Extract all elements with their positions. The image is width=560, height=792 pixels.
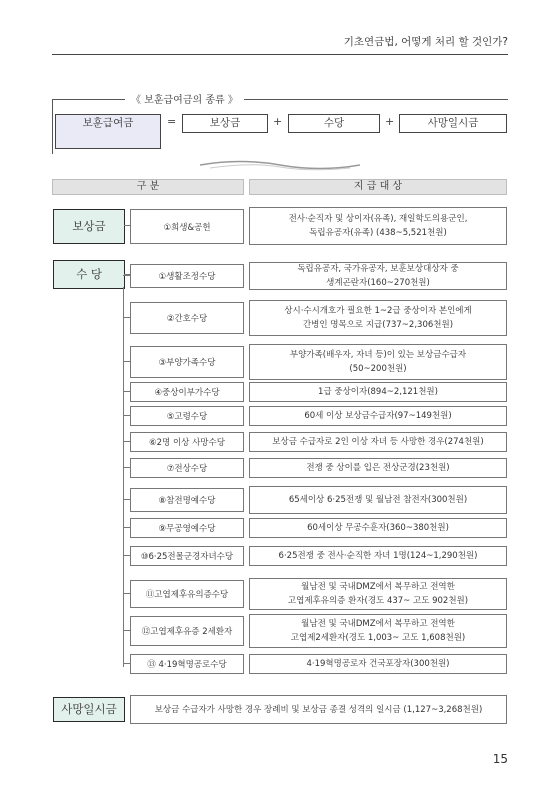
compensation-target: 전사·순직자 및 상이자(유족), 재일학도의용군인, 독립유공자(유족) (438~5,521천원): [249, 207, 507, 245]
allowance-item-name: ⑤고령수당: [130, 406, 244, 426]
col-header-category: 구 분: [52, 179, 244, 195]
allowance-item-target: 월남전 및 국내DMZ에서 복무하고 전역한 고엽제2세환자(경도 1,003~ 고도 1,608천원): [249, 614, 507, 648]
allowance-item-target: 60세 이상 보상금수급자(97~149천원): [249, 406, 507, 426]
allowance-item-name: ⑬ 4·19혁명공로수당: [130, 654, 244, 674]
plus-sign-2: +: [385, 115, 395, 128]
allowance-item-name: ⑥2명 이상 사망수당: [130, 432, 244, 452]
connector: [123, 555, 130, 556]
allowance-item-name: ④중상이부가수당: [130, 382, 244, 402]
page-number: 15: [492, 752, 508, 766]
allowance-item-name: ⑫고엽제후유증 2세환자: [130, 616, 244, 646]
header-divider: [52, 54, 508, 55]
compensation-item: ①희생&공헌: [130, 209, 244, 244]
allowance-item-target: 독립유공자, 국가유공자, 보훈보상대상자 중 생계곤란자(160~270천원): [249, 262, 507, 290]
connector: [123, 415, 130, 416]
allowance-item-name: ①생활조정수당: [130, 264, 244, 288]
connector: [123, 275, 130, 276]
allowance-item-name: ②간호수당: [130, 302, 244, 334]
formula-term-death: 사망일시금: [399, 114, 507, 133]
allowance-tree-line: [123, 287, 124, 667]
connector: [123, 527, 130, 528]
death-target: 보상금 수급자가 사망한 경우 장례비 및 보상금 종결 성격의 일시금 (1,127~3,268천원): [130, 695, 507, 724]
connector: [123, 317, 130, 318]
allowance-item-target: 65세이상 6·25전쟁 및 월남전 참전자(300천원): [249, 486, 507, 514]
connector: [123, 391, 130, 392]
allowance-item-name: ⑨무공영예수당: [130, 518, 244, 538]
allowance-item-target: 전쟁 중 상이를 입은 전상군경(23천원): [249, 458, 507, 478]
connector: [123, 467, 130, 468]
col-header-target: 지 급 대 상: [249, 179, 507, 195]
formula-lhs: 보훈급여금: [55, 114, 161, 132]
connector: [123, 663, 130, 664]
allowance-item-name: ⑦전상수당: [130, 458, 244, 478]
equals-sign: =: [167, 115, 177, 128]
category-death-lump-sum: 사망일시금: [53, 697, 125, 722]
allowance-item-name: ⑩6·25전몰군경자녀수당: [130, 546, 244, 566]
category-compensation: 보상금: [53, 209, 125, 244]
plus-sign-1: +: [273, 115, 283, 128]
allowance-item-target: 상시·수시개호가 필요한 1~2급 중상이자 본인에게 간병인 명목으로 지급(737~2,306천원): [249, 300, 507, 336]
allowance-item-name: ⑧참전명예수당: [130, 488, 244, 512]
allowance-item-target: 1급 중상이자(894~2,121천원): [249, 382, 507, 402]
connector: [123, 499, 130, 500]
category-allowance: 수 당: [53, 260, 125, 289]
allowance-item-name: ③부양가족수당: [130, 346, 244, 378]
formula-section-title: 《 보훈급여금의 종류 》: [125, 91, 244, 106]
connector: [123, 593, 130, 594]
allowance-item-target: 보상금 수급자로 2인 이상 자녀 등 사망한 경우(274천원): [249, 432, 507, 452]
running-header: 기초연금법, 어떻게 처리 할 것인가?: [343, 36, 508, 48]
allowance-item-name: ⑪고엽제후유의증수당: [130, 580, 244, 608]
allowance-item-target: 60세이상 무공수훈자(360~380천원): [249, 518, 507, 538]
formula-term-compensation: 보상금: [182, 114, 268, 133]
formula-lhs-shade: [55, 132, 161, 149]
connector: [123, 361, 130, 362]
connector: [123, 630, 130, 631]
allowance-item-target: 4·19혁명공로자 건국포장자(300천원): [249, 654, 507, 674]
allowance-item-target: 부양가족(배우자, 자녀 등)이 있는 보상금수급자 (50~200천원): [249, 344, 507, 380]
connector: [123, 441, 130, 442]
formula-term-allowance: 수당: [288, 114, 380, 133]
allowance-item-target: 월남전 및 국내DMZ에서 복무하고 전역한 고엽제후유의증 환자(경도 437~ 고도 902천원): [249, 578, 507, 610]
allowance-item-target: 6·25전쟁 중 전사·순직한 자녀 1명(124~1,290천원): [249, 546, 507, 566]
wave-divider: [200, 158, 360, 172]
